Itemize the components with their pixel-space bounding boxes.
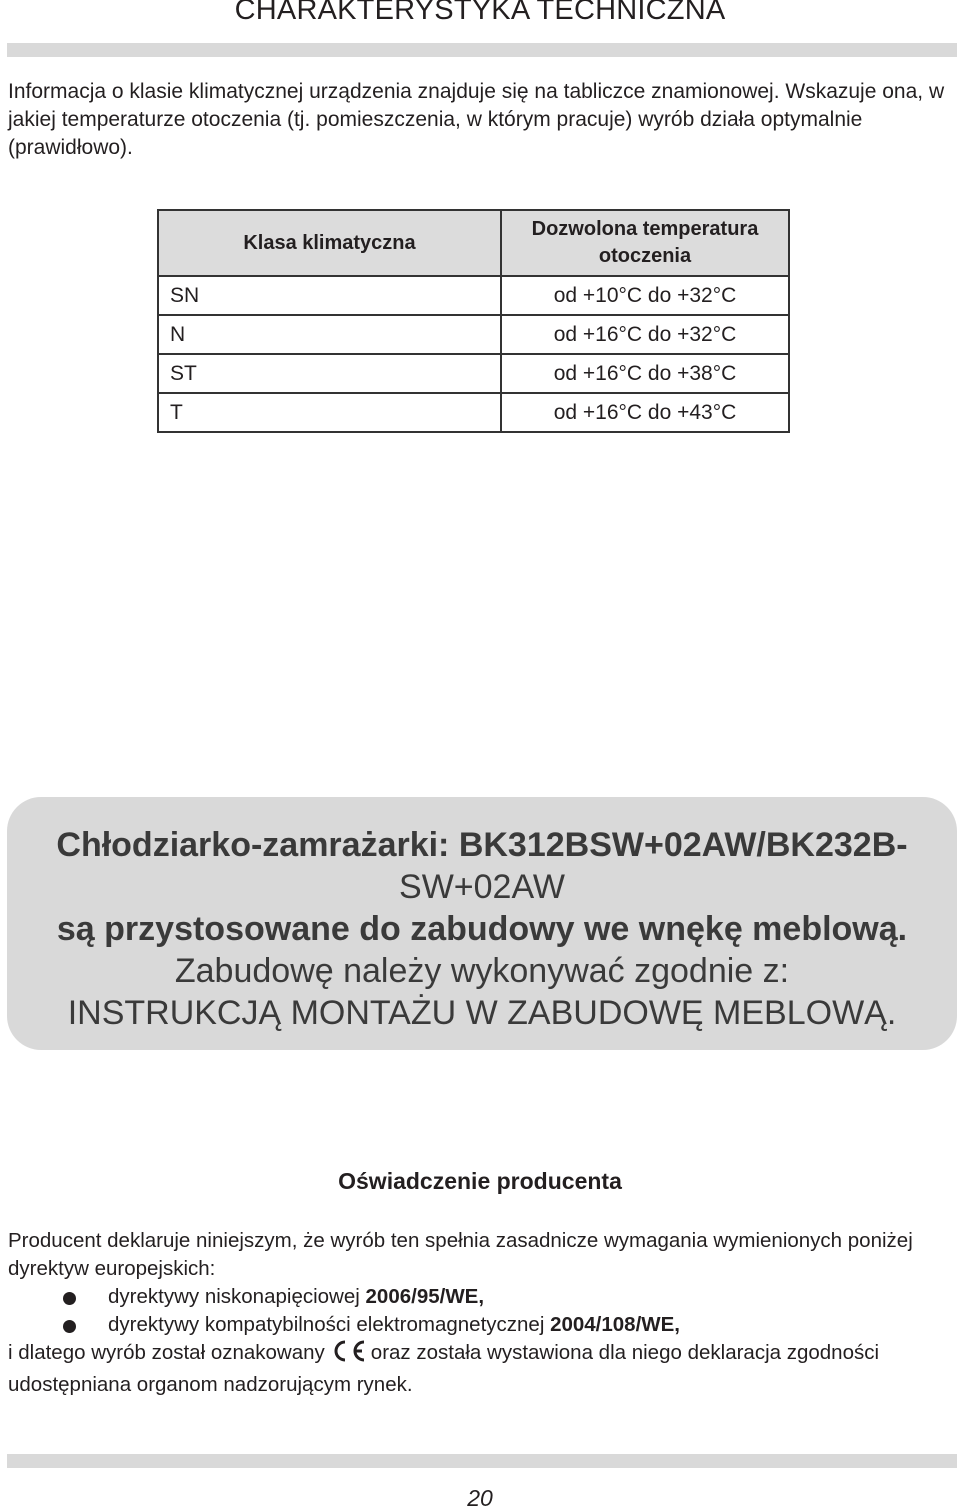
bullet-icon [63,1292,76,1305]
page-number: 20 [467,1485,493,1511]
table-header-row [158,210,789,276]
temperature-range-cell: od +10°C do +32°C [501,276,789,315]
directive-code: 2006/95/WE, [365,1285,485,1308]
table-row [158,276,789,315]
directive-code: 2004/108/WE, [550,1313,680,1336]
header-divider [7,43,957,57]
intro-paragraph: Informacja o klasie klimatycznej urządzenia znajduje się na tabliczce znamionowej. Wskazuje ona, w jakiej temperaturze otoczenia (tj. pomieszczenia, w którym pracuje) wyrób działa optymalnie (prawidłowo). [8,80,945,159]
directive-text: dyrektywy kompatybilności elektromagnetycznej [108,1313,551,1336]
climate-class-cell: N [158,315,501,354]
climate-class-cell: T [158,393,501,432]
table-row [158,393,789,432]
table-row [158,354,789,393]
climate-class-cell: ST [158,354,501,393]
temperature-range-cell: od +16°C do +32°C [501,315,789,354]
notice-line-instruction-intro: Zabudowę należy wykonywać zgodnie z: [174,952,790,990]
notice-line-instruction-title: INSTRUKCJĄ MONTAŻU W ZABUDOWĘ MEBLOWĄ. [67,994,897,1032]
declaration-title: Oświadczenie producenta [338,1168,622,1194]
temperature-range-cell: od +16°C do +38°C [501,354,789,393]
column-header-temperature: Dozwolona temperatura otoczenia [501,210,789,276]
bullet-icon [63,1320,76,1333]
notice-line-models-cont: SW+02AW [399,868,565,906]
notice-line-suitability: są przystosowane do zabudowy we wnękę meblową. [56,910,908,948]
ce-mark-icon [329,1339,367,1371]
directive-text: dyrektywy niskonapięciowej [108,1285,366,1308]
notice-line-models: Chłodziarko-zamrażarki: BK312BSW+02AW/BK232B- [56,826,908,864]
list-item [8,1311,958,1339]
declaration-body [8,1227,958,1399]
declaration-intro: Producent deklaruje niniejszym, że wyrób ten spełnia zasadnicze wymagania wymienionych poniżej dyrektyw europejskich: [8,1229,913,1280]
climate-class-cell: SN [158,276,501,315]
declaration-closing: i dlatego wyrób został oznakowany oraz została wystawiona dla niego deklaracja zgodności udostępniana organom nadzorującym rynek. [8,1341,880,1396]
footer-divider [7,1454,957,1468]
page-title: CHARAKTERYSTYKA TECHNICZNA [234,0,726,26]
column-header-class: Klasa klimatyczna [158,210,501,276]
table-row [158,315,789,354]
list-item [8,1283,958,1311]
climate-class-table [157,209,790,433]
temperature-range-cell: od +16°C do +43°C [501,393,789,432]
built-in-notice-box [7,797,957,1050]
